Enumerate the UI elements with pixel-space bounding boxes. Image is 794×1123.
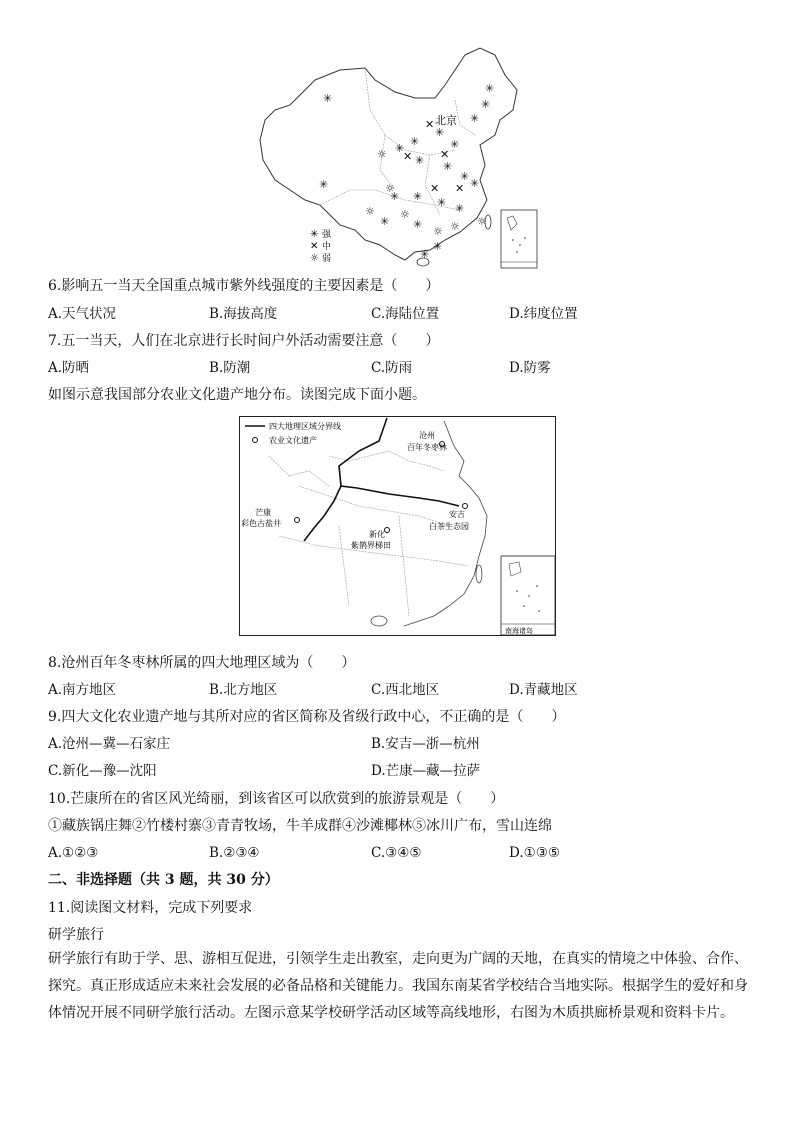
svg-text:百年冬枣林: 百年冬枣林 (407, 443, 447, 452)
q7-option-d[interactable]: D.防雾 (509, 360, 551, 376)
svg-text:✳: ✳ (415, 154, 425, 167)
svg-text:✕: ✕ (403, 150, 413, 163)
q11-subtitle: 研学旅行 (48, 927, 104, 943)
beijing-label: 北京 (435, 114, 457, 127)
svg-text:南海诸岛: 南海诸岛 (505, 627, 533, 635)
q7-option-c[interactable]: C.防雨 (371, 360, 413, 376)
svg-text:✕: ✕ (440, 148, 450, 161)
svg-text:☼: ☼ (365, 205, 375, 218)
svg-text:✳: ✳ (395, 142, 405, 155)
q6-option-b[interactable]: B.海拔高度 (209, 306, 278, 322)
svg-text:✳: ✳ (420, 248, 430, 261)
svg-text:✳: ✳ (410, 135, 420, 148)
svg-text:安吉: 安吉 (449, 510, 465, 519)
q10-option-d[interactable]: D.①③⑤ (509, 845, 560, 861)
q10-stem: 10.芒康所在的省区风光绮丽，到该省区可以欣赏到的旅游景观是（ ） (48, 791, 505, 807)
q8-option-a[interactable]: A.南方地区 (48, 682, 117, 698)
q9-option-b[interactable]: B.安吉—浙—杭州 (371, 736, 480, 752)
svg-text:☼: ☼ (477, 215, 487, 228)
svg-text:✳: ✳ (413, 218, 423, 231)
svg-text:✳: ✳ (435, 126, 445, 139)
q6-option-c[interactable]: C.海陆位置 (371, 306, 440, 322)
svg-text:紫鹊界梯田: 紫鹊界梯田 (351, 541, 391, 550)
svg-text:✕: ✕ (430, 182, 440, 195)
q7-stem: 7.五一当天，人们在北京进行长时间户外活动需要注意（ ） (48, 333, 440, 349)
svg-text:✳: ✳ (455, 202, 465, 215)
q10-option-a[interactable]: A.①②③ (48, 845, 99, 861)
svg-text:✕: ✕ (455, 182, 465, 195)
svg-text:✳: ✳ (437, 196, 447, 209)
svg-text:新化: 新化 (369, 530, 385, 539)
q9-stem: 9.四大文化农业遗产地与其所对应的省区简称及省级行政中心，不正确的是（ ） (48, 709, 566, 725)
svg-text:✳: ✳ (380, 215, 390, 228)
svg-text:✕: ✕ (425, 118, 435, 131)
svg-text:农业文化遗产: 农业文化遗产 (269, 436, 317, 445)
uv-intensity-map (255, 40, 545, 272)
q8-stem: 8.沧州百年冬枣林所属的四大地理区域为（ ） (48, 655, 356, 671)
q10-option-b[interactable]: B.②③④ (209, 845, 260, 861)
q9-option-a[interactable]: A.沧州—冀—石家庄 (48, 736, 171, 752)
svg-text:弱: 弱 (322, 254, 332, 264)
svg-text:沧州: 沧州 (419, 431, 435, 440)
svg-text:芒康: 芒康 (255, 508, 271, 517)
svg-text:☼: ☼ (400, 208, 410, 221)
svg-text:☼: ☼ (385, 182, 395, 195)
svg-text:中: 中 (322, 242, 332, 252)
q9-option-c[interactable]: C.新化—豫—沈阳 (48, 763, 157, 779)
svg-text:✳: ✳ (319, 178, 329, 191)
q10-option-c[interactable]: C.③④⑤ (371, 845, 422, 861)
q9-option-d[interactable]: D.芒康—藏—拉萨 (371, 763, 481, 779)
q11-stem: 11.阅读图文材料，完成下列要求 (48, 900, 253, 916)
svg-text:✳: ✳ (310, 229, 319, 240)
map1-inset (501, 210, 537, 268)
map1-legend (310, 229, 332, 264)
svg-text:✕: ✕ (310, 241, 319, 252)
q7-option-a[interactable]: A.防晒 (48, 360, 90, 376)
svg-text:✳: ✳ (470, 177, 480, 190)
agri-heritage-map (239, 416, 556, 636)
q10-items: ①藏族锅庄舞②竹楼村寨③青青牧场，牛羊成群④沙滩椰林⑤冰川广布，雪山连绵 (48, 818, 552, 834)
section-heading: 二、非选择题（共 3 题，共 30 分） (48, 872, 279, 888)
q11-paragraph: 研学旅行有助于学、思、游相互促进，引领学生走出教室，走向更为广阔的天地，在真实的情境之中体验、合作、探究。真正形成适应未来社会发展的必备品格和关键能力。我国东南某省学校结合当地实际。根据学生的爱好和身体情况开展不同研学旅行活动。左图示意某学校研学活动区域等高线地形，右图为木质拱廊桥景观和资料卡片。 (48, 951, 748, 1021)
svg-text:✳: ✳ (470, 112, 480, 125)
svg-text:强: 强 (322, 230, 332, 240)
svg-text:☼: ☼ (310, 253, 319, 264)
svg-text:彩色古盐井: 彩色古盐井 (241, 519, 281, 528)
svg-text:✳: ✳ (460, 170, 470, 183)
q7-option-b[interactable]: B.防潮 (209, 360, 251, 376)
intro-map2: 如图示意我国部分农业文化遗产地分布。读图完成下面小题。 (48, 387, 426, 403)
svg-text:✳: ✳ (481, 98, 491, 111)
svg-text:✳: ✳ (433, 240, 443, 253)
svg-text:☼: ☼ (377, 148, 387, 161)
svg-text:✳: ✳ (443, 160, 453, 173)
svg-text:✳: ✳ (390, 190, 400, 203)
svg-text:☼: ☼ (433, 225, 443, 238)
svg-text:白茶生态园: 白茶生态园 (429, 522, 469, 531)
strong-markers (319, 82, 494, 261)
map2-inset (501, 556, 555, 635)
q6-option-a[interactable]: A.天气状况 (48, 306, 117, 322)
medium-markers (403, 118, 464, 195)
q8-option-b[interactable]: B.北方地区 (209, 682, 278, 698)
q8-option-d[interactable]: D.青藏地区 (509, 682, 578, 698)
svg-text:✳: ✳ (323, 92, 333, 105)
svg-text:✳: ✳ (450, 138, 460, 151)
china-outline (260, 48, 517, 260)
svg-text:四大地理区域分界线: 四大地理区域分界线 (269, 422, 341, 431)
svg-text:☼: ☼ (450, 220, 460, 233)
q6-stem: 6.影响五一当天全国重点城市紫外线强度的主要因素是（ ） (48, 278, 440, 294)
svg-text:✳: ✳ (413, 190, 423, 203)
q8-option-c[interactable]: C.西北地区 (371, 682, 440, 698)
q6-option-d[interactable]: D.纬度位置 (509, 306, 578, 322)
svg-text:✳: ✳ (485, 82, 495, 95)
